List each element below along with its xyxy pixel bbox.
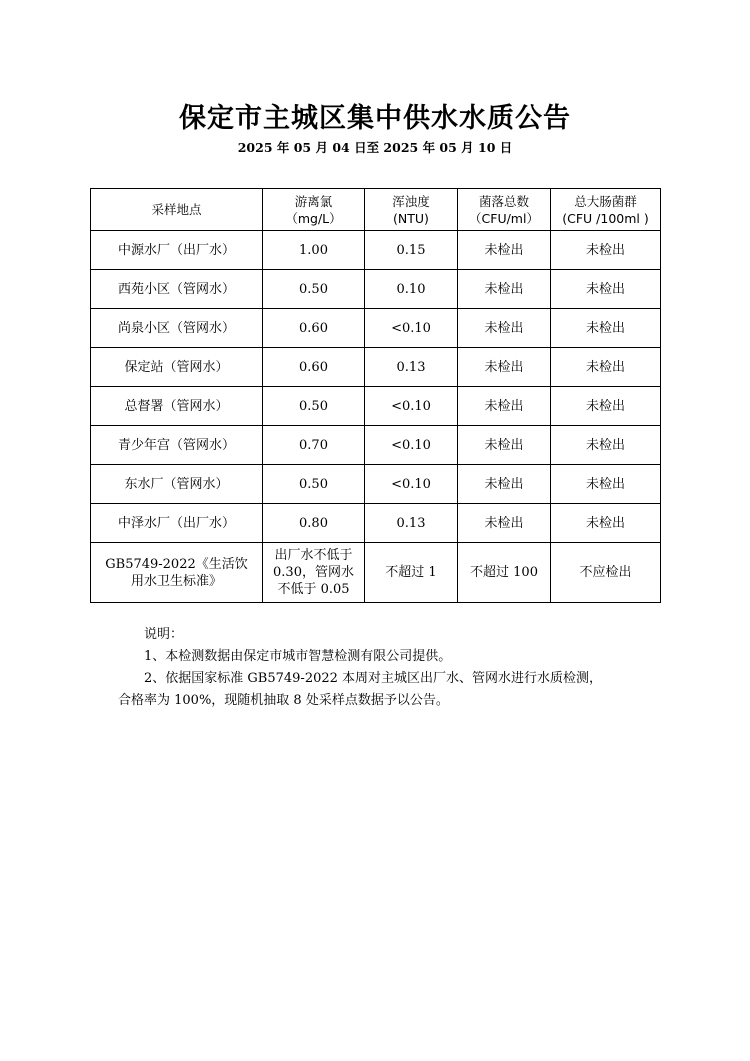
site-cell: 尚泉小区（管网水） [91,309,263,348]
header-colony-count: 菌落总数 （CFU/ml） [458,189,551,231]
turbidity-cell: <0.10 [365,309,458,348]
table-header-row [91,189,661,231]
page-title: 保定市主城区集中供水水质公告 [179,103,571,134]
turbidity-cell: 0.10 [365,270,458,309]
notes-section [118,624,658,712]
header-total-coliform: 总大肠菌群 (CFU /100ml ) [551,189,661,231]
colony-cell: 未检出 [458,465,551,504]
colony-cell: 未检出 [458,231,551,270]
header-free-chlorine: 游离氯 （mg/L） [263,189,365,231]
site-cell: 青少年宫（管网水） [91,426,263,465]
coliform-cell: 未检出 [551,426,661,465]
site-cell: 保定站（管网水） [91,348,263,387]
chlorine-cell: 1.00 [263,231,365,270]
chlorine-cell: 0.50 [263,270,365,309]
standard-colony-cell: 不超过 100 [458,543,551,603]
note-line-2: 2、依据国家标准 GB5749-2022 本周对主城区出厂水、管网水进行水质检测， [144,671,603,686]
standard-row [91,543,661,603]
header-turbidity: 浑浊度 (NTU) [365,189,458,231]
notes-heading: 说明： [144,627,184,642]
table-row [91,426,661,465]
standard-turbidity-cell: 不超过 1 [365,543,458,603]
table-row [91,309,661,348]
turbidity-cell: <0.10 [365,387,458,426]
table-row [91,387,661,426]
turbidity-cell: <0.10 [365,465,458,504]
coliform-cell: 未检出 [551,270,661,309]
note-line-2-continued: 合格率为 100%，现随机抽取 8 处采样点数据予以公告。 [118,693,449,708]
chlorine-cell: 0.50 [263,387,365,426]
table-row [91,231,661,270]
chlorine-cell: 0.70 [263,426,365,465]
table-row [91,504,661,543]
turbidity-cell: 0.15 [365,231,458,270]
standard-coliform-cell: 不应检出 [551,543,661,603]
chlorine-cell: 0.80 [263,504,365,543]
table-row [91,465,661,504]
site-cell: 中泽水厂（出厂水） [91,504,263,543]
colony-cell: 未检出 [458,426,551,465]
colony-cell: 未检出 [458,387,551,426]
colony-cell: 未检出 [458,270,551,309]
chlorine-cell: 0.60 [263,348,365,387]
water-quality-table [90,188,661,603]
coliform-cell: 未检出 [551,504,661,543]
site-cell: 西苑小区（管网水） [91,270,263,309]
table-row [91,348,661,387]
table-row [91,270,661,309]
chlorine-cell: 0.50 [263,465,365,504]
site-cell: 东水厂（管网水） [91,465,263,504]
site-cell: 中源水厂（出厂水） [91,231,263,270]
standard-chlorine-cell: 出厂水不低于 0.30，管网水 不低于 0.05 [263,543,365,603]
coliform-cell: 未检出 [551,309,661,348]
chlorine-cell: 0.60 [263,309,365,348]
standard-name-cell: GB5749-2022《生活饮 用水卫生标准》 [91,543,263,603]
colony-cell: 未检出 [458,309,551,348]
turbidity-cell: 0.13 [365,348,458,387]
note-line-1: 1、本检测数据由保定市城市智慧检测有限公司提供。 [144,649,452,664]
coliform-cell: 未检出 [551,348,661,387]
turbidity-cell: 0.13 [365,504,458,543]
coliform-cell: 未检出 [551,387,661,426]
colony-cell: 未检出 [458,504,551,543]
site-cell: 总督署（管网水） [91,387,263,426]
header-site: 采样地点 [91,189,263,231]
date-range: 2025 年 05 月 04 日至 2025 年 05 月 10 日 [237,140,513,155]
coliform-cell: 未检出 [551,465,661,504]
turbidity-cell: <0.10 [365,426,458,465]
colony-cell: 未检出 [458,348,551,387]
coliform-cell: 未检出 [551,231,661,270]
